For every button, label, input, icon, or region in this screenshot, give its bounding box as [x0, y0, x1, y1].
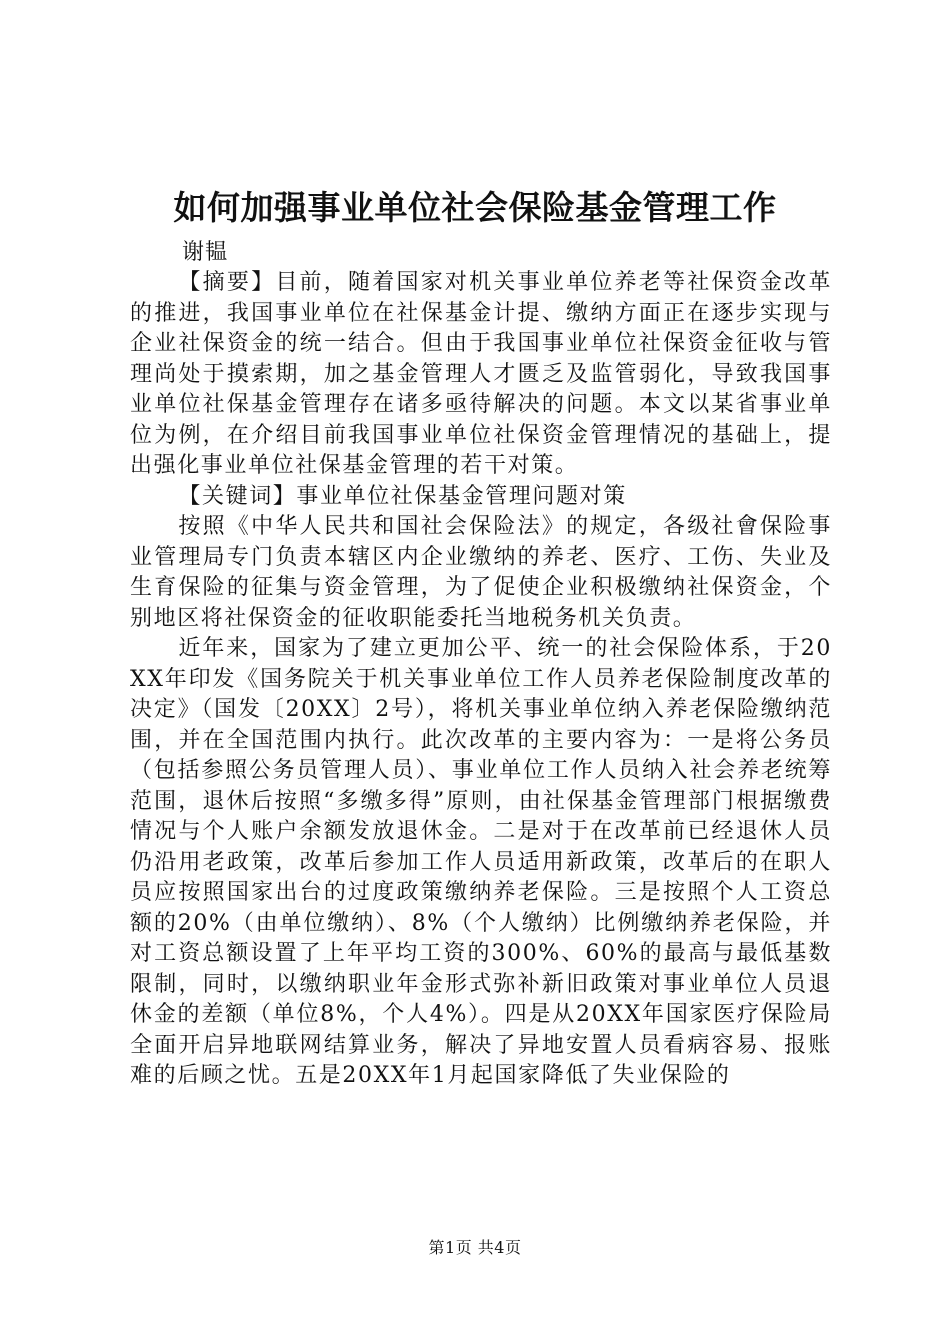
author-name: 谢韫: [182, 240, 229, 265]
abstract-paragraph: 【摘要】目前，随着国家对机关事业单位养老等社保资金改革的推进，我国事业单位在社保基金计提、缴纳方面正在逐步实现与企业社保资金的统一结合。但由于我国事业单位社保资金征收与管理尚处于摸索期，加之基金管理人才匮乏及监管弱化，导致我国事业单位社保基金管理存在诸多亟待解决的问题。本文以某省事业单位为例，在介绍目前我国事业单位社保资金管理情况的基础上，提出强化事业单位社保基金管理的若干对策。: [130, 270, 832, 478]
document-body: [130, 268, 832, 1092]
document-title: 如何加强事业单位社会保险基金管理工作: [173, 188, 777, 227]
page-footer: 第1页 共4页: [428, 1238, 522, 1257]
body-paragraph: 按照《中华人民共和国社会保险法》的规定，各级社會保险事业管理局专门负责本辖区内企业缴纳的养老、医疗、工伤、失业及生育保险的征集与资金管理，为了促使企业积极缴纳社保资金，个别地区将社保资金的征收职能委托当地税务机关负责。: [130, 514, 832, 631]
body-paragraph: 近年来，国家为了建立更加公平、统一的社会保险体系，于20XX年印发《国务院关于机关事业单位工作人员养老保险制度改革的决定》（国发〔20XX〕2号），将机关事业单位纳入养老保险缴纳范围，并在全国范围内执行。此次改革的主要内容为：一是将公务员（包括参照公务员管理人员）、事业单位工作人员纳入社会养老统筹范围，退休后按照“多缴多得”原则，由社保基金管理部门根据缴费情况与个人账户余额发放退休金。二是对于在改革前已经退休人员仍沿用老政策，改革后参加工作人员适用新政策，改革后的在职人员应按照国家出台的过度政策缴纳养老保险。三是按照个人工资总额的20%（由单位缴纳）、8%（个人缴纳）比例缴纳养老保险，并对工资总额设置了上年平均工资的300%、60%的最高与最低基数限制，同时，以缴纳职业年金形式弥补新旧政策对事业单位人员退休金的差额（单位8%，个人4%）。四是从20XX年国家医疗保险局全面开启异地联网结算业务，解决了异地安置人员看病容易、报账难的后顾之忧。五是20XX年1月起国家降低了失业保险的: [130, 636, 832, 1088]
keywords-paragraph: 【关键词】事业单位社保基金管理问题对策: [178, 483, 627, 509]
